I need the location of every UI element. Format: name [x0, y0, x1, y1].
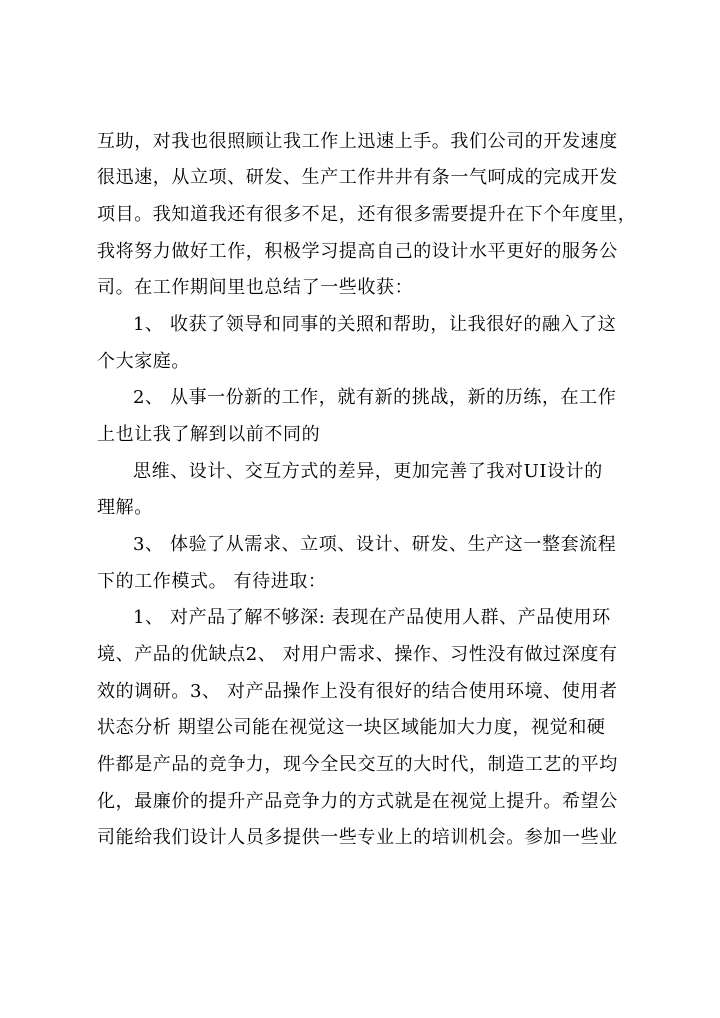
- text-line: 司。在工作期间里也总结了一些收获：: [97, 277, 414, 298]
- text-line: 化，最廉价的提升产品竞争力的方式就是在视觉上提升。希望公: [97, 791, 618, 812]
- text-line: 效的调研。3、 对产品操作上没有很好的结合使用环境、使用者: [97, 681, 618, 702]
- text-line: 下的工作模式。 有待进取：: [97, 571, 327, 592]
- text-line: 我将努力做好工作，积极学习提高自己的设计水平更好的服务公: [97, 241, 618, 262]
- text-line: 互助，对我也很照顾让我工作上迅速上手。我们公司的开发速度: [97, 131, 618, 152]
- text-line: 个大家庭。: [97, 351, 190, 372]
- text-line: 境、产品的优缺点2、 对用户需求、操作、习性没有做过深度有: [97, 644, 618, 665]
- list-item-line: 3、 体验了从需求、立项、设计、研发、生产这一整套流程: [133, 534, 617, 555]
- list-item-line: 1、 收获了领导和同事的关照和帮助，让我很好的融入了这: [133, 314, 617, 335]
- text-line: 很迅速，从立项、研发、生产工作井井有条一气呵成的完成开发: [97, 167, 618, 188]
- text-line: 理解。: [97, 497, 153, 518]
- text-line: 司能给我们设计人员多提供一些专业上的培训机会。参加一些业: [97, 827, 618, 848]
- list-item-line: 1、 对产品了解不够深: 表现在产品使用人群、产品使用环: [133, 607, 611, 628]
- text-line: 状态分析 期望公司能在视觉这一块区域能加大力度，视觉和硬: [97, 717, 606, 738]
- text-line: 上也让我了解到以前不同的: [97, 424, 321, 445]
- text-line: 思维、设计、交互方式的差异，更加完善了我对UI设计的: [133, 461, 603, 482]
- text-line: 件都是产品的竞争力，现今全民交互的大时代，制造工艺的平均: [97, 754, 618, 775]
- list-item-line: 2、 从事一份新的工作，就有新的挑战，新的历练，在工作: [133, 387, 617, 408]
- text-line: 项目。我知道我还有很多不足，还有很多需要提升在下个年度里，: [97, 204, 637, 225]
